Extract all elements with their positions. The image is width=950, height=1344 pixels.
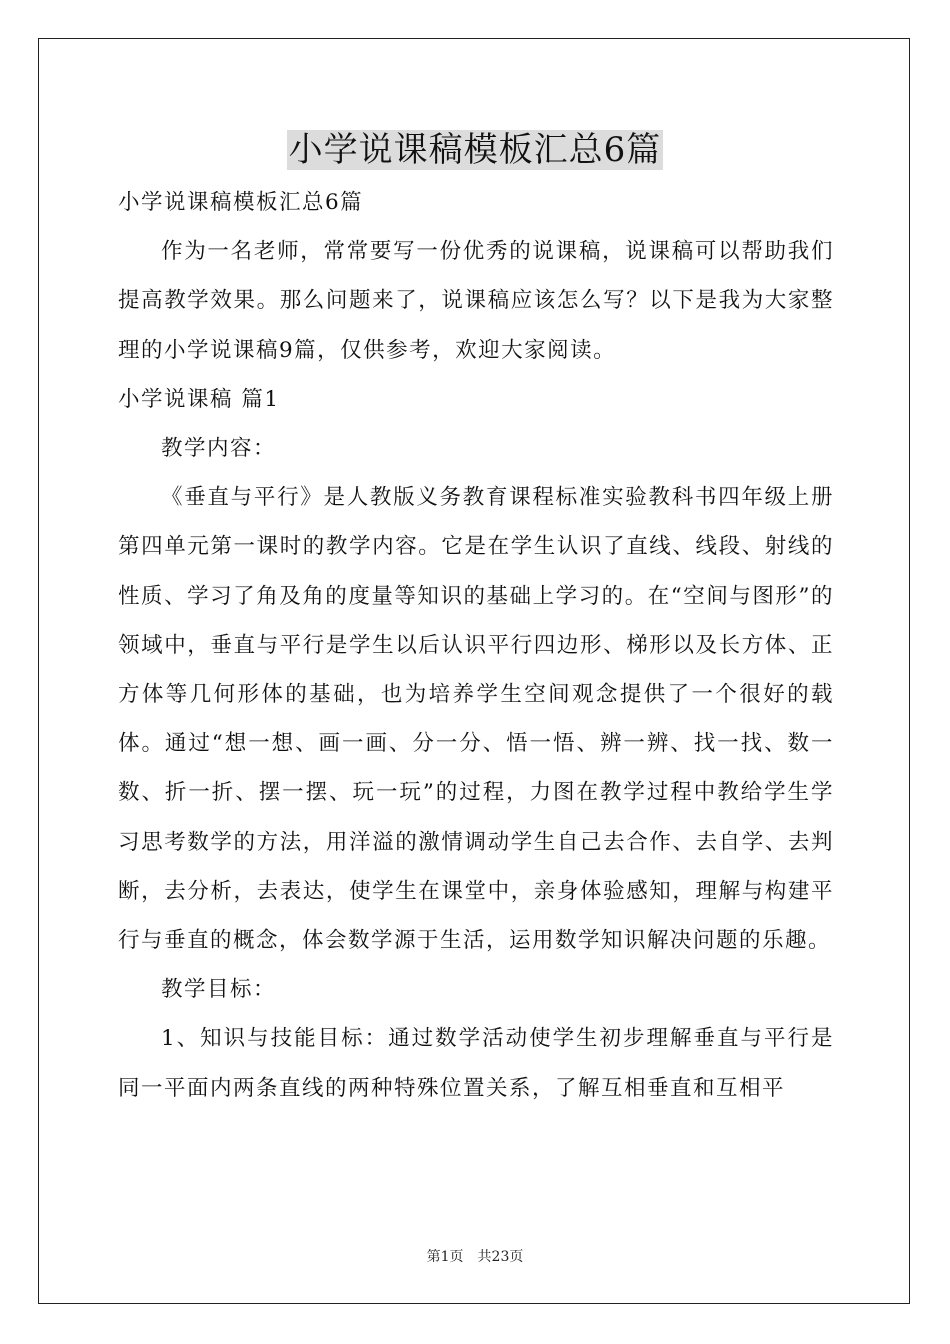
document-title-text: 小学说课稿模板汇总6篇 [288,130,662,170]
paragraph-6: 教学目标： [161,977,277,1003]
paragraph-1: 小学说课稿模板汇总6篇 [118,190,364,215]
page-footer [0,1247,950,1267]
page-total: 共23页 [477,1249,524,1265]
document-body [118,178,834,1113]
paragraph-3: 小学说课稿 篇1 [118,386,280,412]
paragraph-7: 1、知识与技能目标：通过数学活动使学生初步理解垂直与平行是同一平面内两条直线的两种特殊位置关系，了解互相垂直和互相平 [118,1026,834,1101]
document-title [0,122,950,178]
paragraph-5: 《垂直与平行》是人教版义务教育课程标准实验教科书四年级上册第四单元第一课时的教学内容。它是在学生认识了直线、线段、射线的性质、学习了角及角的度量等知识的基础上学习的。在“空间与图形”的领域中，垂直与平行是学生以后认识平行四边形、梯形以及长方体、正方体等几何形体的基础，也为培养学生空间观念提供了一个很好的载体。通过“想一想、画一画、分一分、悟一悟、辨一辨、找一找、数一数、折一折、摆一摆、玩一玩”的过程，力图在教学过程中教给学生学习思考数学的方法，用洋溢的激情调动学生自己去合作、去自学、去判断，去分析，去表达，使学生在课堂中，亲身体验感知，理解与构建平行与垂直的概念，体会数学源于生活，运用数学知识解决问题的乐趣。 [118,485,834,954]
paragraph-4: 教学内容： [161,436,277,462]
paragraph-2: 作为一名老师，常常要写一份优秀的说课稿，说课稿可以帮助我们提高教学效果。那么问题来了，说课稿应该怎么写？以下是我为大家整理的小学说课稿9篇，仅供参考，欢迎大家阅读。 [118,239,834,363]
page-number: 第1页 [426,1249,464,1265]
